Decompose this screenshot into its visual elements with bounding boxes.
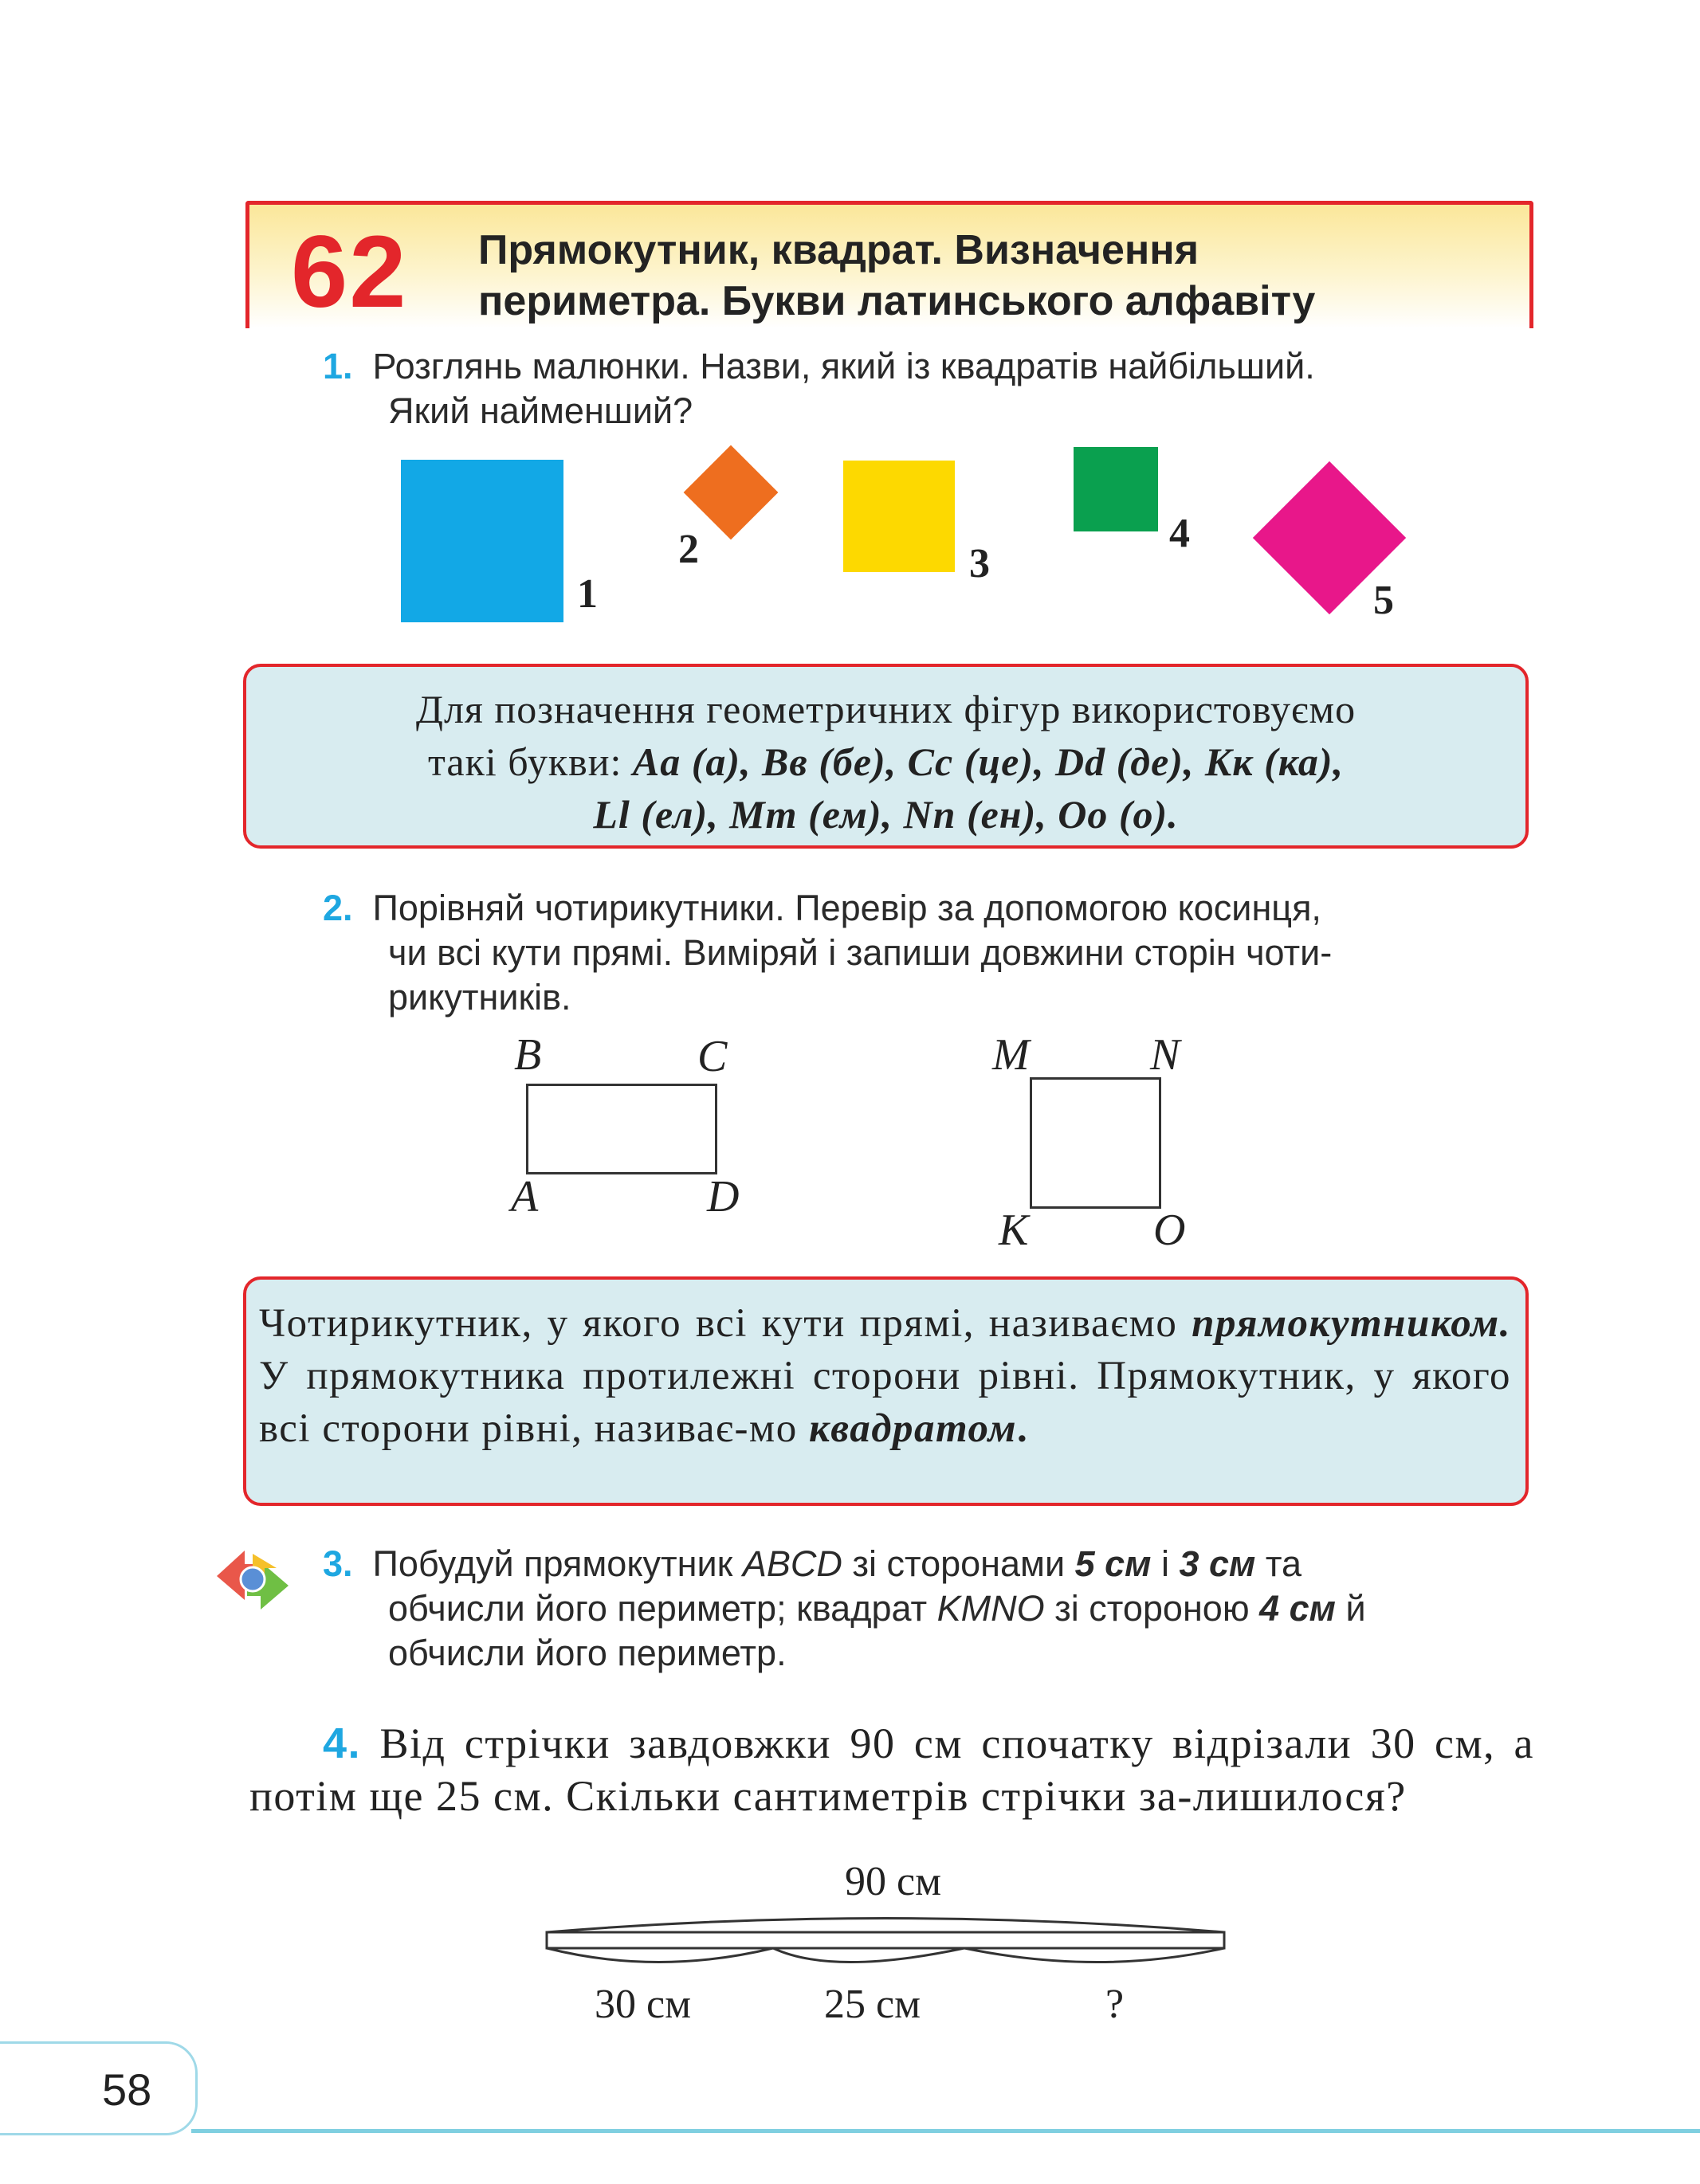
task-4 [249,1717,1534,1822]
square-4-label: 4 [1169,511,1190,556]
info-1-line3-letters: Ll (ел), Mm (ем), Nn (ен), Oo (o). [593,792,1179,837]
task-number: 1. [323,346,353,386]
task-3-text: зі сторонами [842,1543,1075,1584]
square-3-label: 3 [969,541,990,586]
vertex-n-label: N [1150,1030,1180,1080]
task-3-text: зі стороною [1044,1588,1260,1629]
task-4-text: Від стрічки завдовжки 90 см спочатку відрізали 30 см, а потім ще 25 см. Скільки сантиметрів стрічки за-лишилося? [249,1719,1534,1820]
task-1-line1: Розглянь малюнки. Назви, який із квадратів найбільший. [372,346,1315,386]
task-3-side-5: 5 см [1074,1543,1152,1584]
square-3 [843,461,955,572]
square-5-label: 5 [1373,578,1394,623]
ribbon-part-1-label: 30 см [595,1982,691,2027]
vertex-d-label: D [707,1172,740,1221]
task-3-abcd: ABCD [742,1543,842,1584]
info-2-term-rectangle: прямокутником. [1192,1301,1511,1346]
task-3 [323,1542,1542,1676]
vertex-b-label: B [514,1030,542,1080]
task-3-kmno: KMNO [936,1588,1045,1629]
vertex-o-label: O [1153,1206,1186,1255]
info-2-term-square: квадратом [808,1406,1018,1451]
info-1-line1: Для позначення геометричних фігур використовуємо [415,687,1356,731]
task-3-text: та [1255,1543,1302,1584]
task-number: 4. [323,1719,362,1767]
vertex-m-label: M [992,1030,1030,1080]
info-2-end: . [1017,1406,1029,1451]
task-2-line2: чи всі кути прямі. Виміряй і запиши довжини сторін чоти- [388,932,1333,973]
lesson-number: 62 [291,215,408,329]
task-3-text: і [1151,1543,1180,1584]
page-number-tab [0,2041,198,2135]
square-mnok [1030,1077,1161,1209]
task-number: 3. [323,1543,353,1584]
square-2-label: 2 [678,527,699,572]
vertex-a-label: A [511,1172,539,1221]
task-3-side-4: 4 см [1259,1588,1336,1629]
square-4 [1074,447,1158,531]
page-number: 58 [102,2064,152,2115]
task-number: 2. [323,888,353,928]
task-2-line3: рикутників. [388,977,571,1018]
task-3-line3: обчисли його периметр. [388,1633,787,1673]
bottom-rule [191,2129,1700,2133]
ribbon-total-label: 90 см [845,1859,941,1904]
task-3-text: Побудуй прямокутник [372,1543,743,1584]
task-3-side-3: 3 см [1179,1543,1256,1584]
lesson-title-line2: периметра. Букви латинського алфавіту [478,278,1316,324]
task-2-line1: Порівняй чотирикутники. Перевір за допомогою косинця, [372,888,1321,928]
task-3-marker-icon [209,1536,296,1624]
info-1-line2-letters: Aa (a), Bв (бе), Cc (це), Dd (де), Kк (ка), [632,739,1345,784]
vertex-k-label: K [999,1206,1029,1255]
rectangle-abcd [526,1084,717,1174]
task-1 [323,344,1542,433]
ribbon-part-3-label: ? [1105,1982,1125,2027]
info-box-definition [243,1276,1529,1506]
ribbon-part-2-label: 25 см [824,1982,921,2027]
lesson-title [478,225,1315,327]
lesson-title-line1: Прямокутник, квадрат. Визначення [478,227,1199,273]
square-1 [401,460,563,622]
task-3-text: обчисли його периметр; квадрат [388,1588,937,1629]
square-1-label: 1 [577,571,598,617]
task-2 [323,886,1542,1020]
info-1-line2-plain: такі букви: [427,739,633,784]
info-2-text2: У прямокутника протилежні сторони рівні. Прямокутник, у якого всі сторони рівні, називає-мо [259,1354,1511,1451]
task-3-text: й [1335,1588,1366,1629]
ribbon-diagram [542,1908,1229,1980]
vertex-c-label: C [697,1032,728,1081]
info-box-letters [243,664,1529,849]
info-2-text1: Чотирикутник, у якого всі кути прямі, називаємо [259,1301,1192,1346]
task-1-line2: Який найменший? [388,390,693,431]
